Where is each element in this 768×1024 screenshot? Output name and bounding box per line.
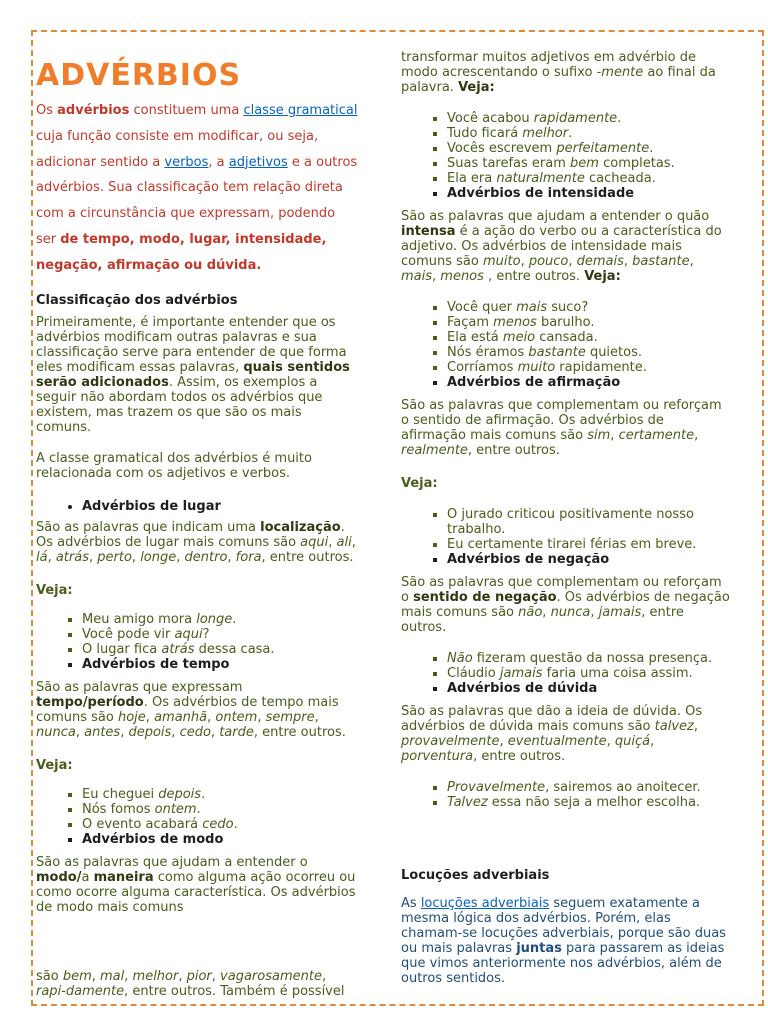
- text-italic: bem: [570, 156, 599, 171]
- text-italic: jamais: [598, 605, 642, 620]
- text: .: [568, 126, 573, 141]
- text: cuja função consiste em modificar, ou seja, adicionar sentido a: [36, 128, 319, 170]
- example-list-negacao: [401, 651, 731, 696]
- text-italic: vagarosamente: [220, 968, 322, 984]
- text: Primeiramente, é importante entender que os advérbios modificam outras palavras e sua classificação serve para entender de que forma eles modificam essas palavras,: [36, 314, 347, 375]
- text-italic: atrás: [161, 641, 195, 657]
- text: Nós fomos: [82, 801, 155, 817]
- text: Corríamos: [447, 360, 518, 375]
- text: ,: [328, 534, 337, 550]
- text: Façam: [447, 315, 494, 330]
- text: são: [36, 968, 63, 984]
- paragraph-modo: [36, 855, 358, 915]
- text-italic: menos: [440, 269, 484, 284]
- veja-label: Veja:: [36, 757, 73, 773]
- veja-label: Veja:: [584, 269, 621, 284]
- text: ,: [124, 968, 133, 984]
- text: Nós éramos: [447, 345, 529, 360]
- text-bold: localização: [260, 519, 341, 535]
- text-italic: naturalmente: [496, 171, 585, 186]
- link-classe-gramatical[interactable]: classe gramatical: [243, 103, 358, 118]
- text: , entre outros.: [261, 549, 354, 565]
- text-italic: muito: [482, 254, 521, 269]
- text: ,: [314, 709, 319, 725]
- list-item: [447, 171, 731, 186]
- text-italic: hoje: [117, 709, 146, 725]
- text: ,: [207, 709, 216, 725]
- list-item: [447, 666, 731, 681]
- text-bold: intensa: [401, 224, 456, 239]
- text: ao final da palavra.: [401, 65, 716, 95]
- text: O evento acabará: [82, 816, 203, 832]
- text: ,: [432, 269, 441, 284]
- text-italic: tarde: [219, 724, 254, 740]
- text: como alguma ação ocorreu ou como ocorre alguma característica. Os advérbios de modo mais comuns: [36, 869, 356, 915]
- subheading-duvida: ▪ Advérbios de dúvida: [447, 681, 731, 696]
- text: faria uma coisa assim.: [542, 666, 693, 681]
- text: completas.: [598, 156, 675, 171]
- left-column: [36, 50, 358, 1004]
- text: cacheada.: [584, 171, 656, 186]
- list-item: [447, 795, 731, 810]
- text: quietos.: [585, 345, 643, 360]
- list-item: [447, 156, 731, 171]
- text-italic: lá: [36, 549, 48, 565]
- text: .: [201, 786, 206, 802]
- paragraph-duvida: [401, 704, 731, 764]
- paragraph-modo-cont2: [401, 50, 731, 95]
- text: .: [233, 816, 238, 832]
- paragraph-modo-cont: [36, 969, 358, 999]
- link-verbos[interactable]: verbos: [164, 154, 209, 170]
- text-italic: sim: [587, 428, 611, 443]
- text: São as palavras que ajudam a entender o: [36, 854, 308, 870]
- text: ,: [610, 428, 619, 443]
- text-italic: quiçá: [614, 734, 651, 749]
- subheading-negacao: ▪ Advérbios de negação: [447, 552, 731, 567]
- text-italic: ontem: [215, 709, 258, 725]
- text: e a outros advérbios. Sua classificação tem relação direta com a circunstância que expressam, podendo ser: [36, 154, 358, 247]
- text-italic: menos: [493, 315, 537, 330]
- text-italic: aqui: [174, 626, 203, 642]
- text: ,: [623, 254, 633, 269]
- text: , entre outros.: [401, 605, 684, 635]
- link-locucoes-adverbiais[interactable]: locuções adverbiais: [420, 896, 550, 911]
- text-bold: quais sentidos serão adicionados: [36, 359, 350, 390]
- text: ,: [693, 719, 698, 734]
- text-italic: longe: [140, 549, 177, 565]
- text-bold: tempo/período: [36, 694, 144, 710]
- example-list-intensidade: [401, 300, 731, 390]
- text: .: [196, 801, 201, 817]
- text: Você acabou: [447, 111, 534, 126]
- text-bold: maneira: [93, 869, 154, 885]
- text-italic: depois: [128, 724, 172, 740]
- text-italic: mal: [100, 968, 125, 984]
- text: essa não seja a melhor escolha.: [487, 795, 701, 810]
- text-italic: amanhã: [154, 709, 208, 725]
- text: para passarem as ideias que vimos anteriormente nos advérbios, além de outros sentidos.: [401, 941, 725, 986]
- text-italic: realmente: [401, 443, 468, 458]
- text: ,: [689, 254, 694, 269]
- text: ,: [568, 254, 577, 269]
- veja-label: Veja:: [36, 582, 73, 598]
- list-item: [82, 817, 358, 832]
- list-item: [82, 802, 358, 817]
- text-italic: melhor: [522, 126, 569, 141]
- text-italic: rapi-damente: [36, 983, 125, 999]
- text: ,: [171, 724, 180, 740]
- text-bold: advérbios: [57, 103, 130, 118]
- text: ,: [211, 968, 221, 984]
- text: Você pode vir: [82, 626, 175, 642]
- list-item: ▪ Eu certamente tirarei férias em breve.: [447, 537, 731, 552]
- text-italic: longe: [196, 611, 233, 627]
- text-italic: muito: [517, 360, 556, 375]
- paragraph: A classe gramatical dos advérbios é muito relacionada com os adjetivos e verbos.: [36, 450, 312, 481]
- text: barulho.: [536, 315, 595, 330]
- text: ,: [351, 534, 356, 550]
- text-italic: melhor: [132, 968, 179, 984]
- text-italic: mais: [401, 269, 433, 284]
- text: é a ação do verbo ou a característica do adjetivo. Os advérbios de intensidade mais comuns são: [401, 224, 722, 269]
- text-italic: bastante: [528, 345, 586, 360]
- list-item: [447, 330, 731, 345]
- subheading-afirmacao: ▪ Advérbios de afirmação: [447, 375, 731, 390]
- text: .: [649, 141, 654, 156]
- text: . Os advérbios de lugar mais comuns são: [36, 519, 345, 550]
- text: , entre outros.: [473, 749, 566, 764]
- right-column: [401, 50, 731, 1000]
- text-italic: nunca: [36, 724, 76, 740]
- text: ,: [131, 549, 141, 565]
- text-italic: sempre: [265, 709, 315, 725]
- paragraph: [36, 315, 358, 435]
- text: , entre outros.: [467, 443, 560, 458]
- paragraph-afirmacao: [401, 398, 731, 458]
- text: ,: [47, 549, 56, 565]
- text: São as palavras que expressam: [36, 679, 243, 695]
- text: rapidamente.: [555, 360, 647, 375]
- text-italic: ali: [336, 534, 352, 550]
- text: ,: [227, 549, 236, 565]
- text: Cláudio: [447, 666, 500, 681]
- text-italic: aqui: [300, 534, 329, 550]
- text: .: [617, 111, 622, 126]
- text-italic: pior: [186, 968, 212, 984]
- text: transformar muitos adjetivos em advérbio de modo acrescentando o sufixo -: [401, 50, 696, 80]
- text-italic: perfeitamente: [556, 141, 650, 156]
- text-italic: bem: [62, 968, 92, 984]
- text-bold: modo/: [36, 869, 82, 885]
- text: ?: [202, 626, 210, 642]
- text: Ela está: [447, 330, 503, 345]
- list-item: ▪ O jurado criticou positivamente nosso trabalho.: [447, 507, 731, 537]
- text: Suas tarefas eram: [447, 156, 571, 171]
- text: fizeram questão da nossa presença.: [472, 651, 713, 666]
- subheading-tempo: ▪ Advérbios de tempo: [82, 657, 358, 672]
- text: dessa casa.: [194, 641, 275, 657]
- list-item: [82, 612, 358, 627]
- list-item: [82, 627, 358, 642]
- text-italic: fora: [235, 549, 262, 565]
- paragraph-locucoes: [401, 896, 731, 986]
- text: ,: [321, 968, 327, 984]
- text-italic: atrás: [55, 549, 89, 565]
- list-item: [447, 780, 731, 795]
- text: ,: [499, 734, 508, 749]
- text-italic: antes: [84, 724, 121, 740]
- list-item: [447, 360, 731, 375]
- text: Tudo ficará: [447, 126, 523, 141]
- text-italic: não: [518, 605, 543, 620]
- text-italic: depois: [158, 786, 202, 802]
- text: ,: [178, 968, 187, 984]
- text-italic: nunca: [550, 605, 591, 620]
- text: Os: [36, 103, 58, 118]
- text: , sairemos ao anoitecer.: [545, 780, 701, 795]
- text-italic: perto: [97, 549, 132, 565]
- text: , entre outros.: [253, 724, 346, 740]
- veja-label: Veja:: [401, 476, 438, 491]
- text: suco?: [547, 300, 589, 315]
- text: constituem uma: [129, 103, 244, 118]
- subheading-lugar: • Advérbios de lugar: [82, 499, 358, 514]
- page-title: ADVÉRBIOS: [36, 58, 242, 93]
- text-italic: meio: [502, 330, 536, 345]
- text: . Os advérbios de tempo mais comuns são: [36, 694, 339, 725]
- bullet-list: [36, 499, 358, 514]
- text: ,: [176, 549, 185, 565]
- example-list-modo: [401, 111, 731, 201]
- example-list-afirmacao: [401, 507, 731, 567]
- text-italic: pouco: [528, 254, 569, 269]
- text: ,: [606, 734, 615, 749]
- text-italic: Provavelmente: [447, 780, 546, 795]
- text-bold: sentido de negação: [413, 590, 557, 605]
- text: , a: [208, 154, 229, 170]
- text-italic: provavelmente: [401, 734, 500, 749]
- text: ,: [89, 549, 98, 565]
- text: Eu cheguei: [82, 786, 159, 802]
- text-bold: juntas: [516, 941, 562, 956]
- text-italic: jamais: [499, 666, 543, 681]
- list-item: [82, 787, 358, 802]
- paragraph-tempo: [36, 680, 358, 740]
- section-heading-classificacao: Classificação dos advérbios: [36, 292, 238, 308]
- text-italic: mais: [516, 300, 548, 315]
- text-italic: rapidamente: [533, 111, 618, 126]
- example-list-tempo: [36, 787, 358, 847]
- list-item: [447, 300, 731, 315]
- example-list-lugar: [36, 612, 358, 672]
- text-italic: mente: [601, 65, 644, 80]
- text: São as palavras que ajudam a entender o quão: [401, 209, 710, 224]
- text-italic: dentro: [184, 549, 228, 565]
- text: ,: [75, 724, 85, 740]
- section-heading-locucoes: Locuções adverbiais: [401, 868, 550, 883]
- text-italic: porventura: [401, 749, 474, 764]
- list-item: [447, 651, 731, 666]
- text: ,: [520, 254, 529, 269]
- text: O lugar fica: [82, 641, 162, 657]
- paragraph-intensidade: [401, 209, 731, 284]
- paragraph-negacao: [401, 575, 731, 635]
- list-item: [447, 141, 731, 156]
- text: . Os advérbios de negação mais comuns são: [401, 590, 730, 620]
- subheading-modo: ▪ Advérbios de modo: [82, 832, 358, 847]
- list-item: [447, 345, 731, 360]
- link-adjetivos[interactable]: adjetivos: [228, 154, 288, 170]
- text-italic: Não: [447, 651, 473, 666]
- list-item: [447, 111, 731, 126]
- text: Vocês escrevem: [447, 141, 557, 156]
- text: ,: [120, 724, 129, 740]
- text: ,: [694, 428, 699, 443]
- subheading-intensidade: ▪ Advérbios de intensidade: [447, 186, 731, 201]
- paragraph-lugar: [36, 520, 358, 565]
- text: ,: [91, 968, 101, 984]
- text: . Assim, os exemplos a seguir não abordam todos os advérbios que existem, mas trazem os que são os mais comuns.: [36, 374, 323, 435]
- text: seguem exatamente a mesma lógica dos advérbios. Porém, elas chamam-se locuções adverbiais, porque são duas ou mais palavras: [401, 896, 726, 956]
- veja-label: Veja:: [458, 80, 495, 95]
- text: ,: [650, 734, 655, 749]
- text: ,: [257, 709, 266, 725]
- text: cansada.: [535, 330, 598, 345]
- text-italic: Talvez: [447, 795, 488, 810]
- list-item: [82, 642, 358, 657]
- text: ,: [590, 605, 599, 620]
- text: As: [401, 896, 421, 911]
- text: Meu amigo mora: [82, 611, 197, 627]
- text-italic: bastante: [632, 254, 690, 269]
- text-italic: cedo: [179, 724, 211, 740]
- text: , entre outros.: [483, 269, 585, 284]
- text: ,: [145, 709, 155, 725]
- text-bold: de tempo, modo, lugar, intensidade, negação, afirmação ou dúvida.: [36, 231, 327, 273]
- text: , entre outros. Também é possível: [124, 983, 345, 999]
- text-italic: talvez: [654, 719, 694, 734]
- text: ,: [542, 605, 551, 620]
- text: a: [81, 869, 94, 885]
- text-italic: certamente: [618, 428, 695, 443]
- text-italic: demais: [576, 254, 624, 269]
- text: São as palavras que indicam uma: [36, 519, 261, 535]
- text: Ela era: [447, 171, 497, 186]
- intro-paragraph: [36, 98, 358, 279]
- text: São as palavras que dão a ideia de dúvida. Os advérbios de dúvida mais comuns são: [401, 704, 703, 734]
- text-italic: cedo: [202, 816, 234, 832]
- text: .: [232, 611, 237, 627]
- text-italic: eventualmente: [507, 734, 607, 749]
- text: ,: [210, 724, 220, 740]
- text-italic: ontem: [154, 801, 197, 817]
- text: São as palavras que complementam ou reforçam o sentido de afirmação. Os advérbios de afirmação mais comuns são: [401, 398, 722, 443]
- text: Você quer: [447, 300, 517, 315]
- example-list-duvida: [401, 780, 731, 810]
- text: São as palavras que complementam ou reforçam o: [401, 575, 722, 605]
- list-item: [447, 126, 731, 141]
- list-item: [447, 315, 731, 330]
